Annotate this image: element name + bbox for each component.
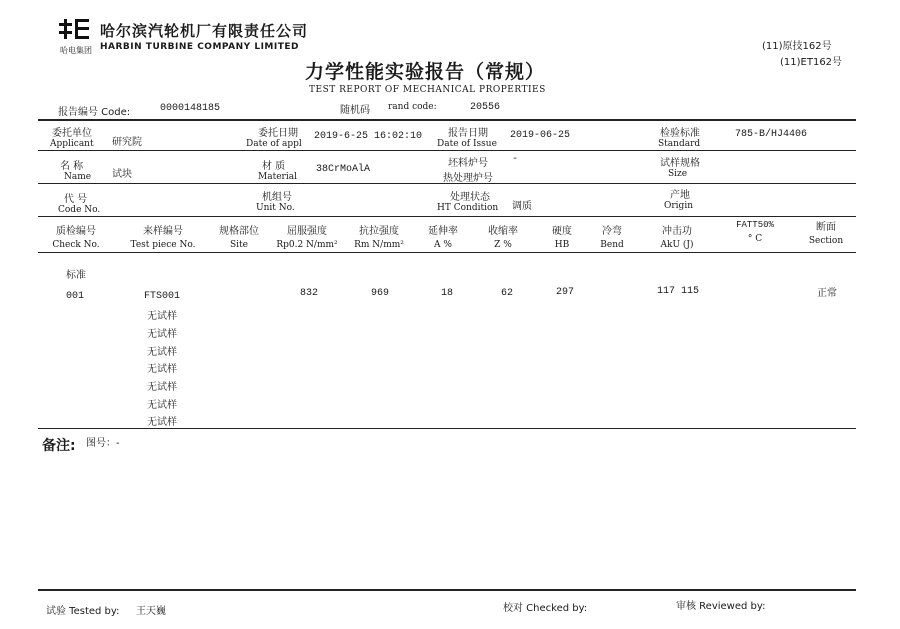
col-yield	[270, 222, 344, 250]
applicant-label-cn: 委托单位	[52, 128, 92, 139]
company-name-en: HARBIN TURBINE COMPANY LIMITED	[100, 42, 299, 52]
col-section	[798, 218, 854, 246]
col-site	[212, 222, 266, 250]
report-title-cn: 力学性能实验报告（常规）	[305, 61, 546, 83]
applicant-value: 研究院	[112, 137, 142, 148]
col-reduction-en: Z %	[494, 240, 512, 250]
cell-yield: 832	[300, 288, 319, 299]
date-appl-label-cn: 委托日期	[258, 128, 298, 139]
standard-value: 785-B/HJ4406	[735, 129, 808, 140]
material-value: 38CrMoAlA	[316, 164, 371, 175]
cell-elongation: 18	[441, 288, 454, 299]
standard-row-label: 标准	[66, 270, 86, 281]
col-reduction	[476, 222, 530, 250]
cell-piece-no: FTS001	[144, 291, 181, 302]
col-hardness	[540, 222, 584, 250]
col-piece-no	[118, 222, 208, 250]
date-appl-label-en: Date of appl	[246, 139, 302, 149]
col-impact-en: AkU (J)	[660, 240, 694, 250]
date-issue-value: 2019-06-25	[510, 130, 571, 141]
reviewed-by-label: 审核 Reviewed by:	[676, 601, 766, 612]
name-label-en: Name	[64, 172, 92, 182]
col-elongation-cn: 延伸率	[428, 226, 458, 237]
applicant-label-en: Applicant	[50, 139, 94, 149]
cell-hardness: 297	[556, 287, 575, 298]
rule-1	[38, 150, 856, 151]
cell-impact: 117 115	[657, 286, 700, 297]
ht-value: 调质	[512, 201, 532, 212]
rule-top	[38, 119, 856, 121]
cell-tensile: 969	[371, 288, 390, 299]
col-yield-en: Rp0.2 N/mm²	[276, 240, 338, 250]
col-bend-en: Bend	[600, 240, 624, 250]
col-tensile-cn: 抗拉强度	[359, 226, 399, 237]
col-fatt-cn: FATT50%	[736, 220, 774, 230]
code-label-cn: 代 号	[64, 194, 88, 205]
col-tensile-en: Rm N/mm²	[354, 240, 404, 250]
no-sample-row: 无试样	[147, 311, 177, 322]
report-no-label: 报告编号 Code:	[58, 107, 131, 118]
col-elongation-en: A %	[434, 240, 452, 250]
standard-label-en: Standard	[658, 139, 701, 149]
heat2-label-cn: 热处理炉号	[443, 173, 493, 184]
doc-code-2: (11)ET162号	[780, 57, 843, 68]
no-sample-row: 无试样	[147, 347, 177, 358]
checked-by-label: 校对 Checked by:	[503, 603, 588, 614]
unit-label-cn: 机组号	[262, 192, 292, 203]
rand-code: 20556	[470, 102, 501, 113]
col-piece-no-cn: 来样编号	[143, 226, 183, 237]
rule-4	[38, 252, 856, 253]
col-hardness-cn: 硬度	[552, 226, 572, 237]
col-yield-cn: 屈服强度	[287, 226, 327, 237]
size-label-cn: 试样规格	[660, 158, 700, 169]
date-issue-label-en: Date of Issue	[437, 139, 497, 149]
tested-by-name: 王天巍	[136, 606, 166, 617]
unit-label-en: Unit No.	[256, 203, 295, 213]
date-issue-label-cn: 报告日期	[448, 128, 488, 139]
name-value: 试块	[112, 169, 132, 180]
no-sample-row: 无试样	[147, 364, 177, 375]
origin-label-en: Origin	[664, 201, 693, 211]
col-check-no	[40, 222, 112, 250]
material-label-cn: 材 质	[262, 161, 286, 172]
col-piece-no-en: Test piece No.	[130, 240, 196, 250]
company-name-cn: 哈尔滨汽轮机厂有限责任公司	[100, 22, 309, 40]
no-sample-row: 无试样	[147, 400, 177, 411]
col-impact	[644, 222, 710, 250]
material-label-en: Material	[258, 172, 297, 182]
col-elongation	[418, 222, 468, 250]
col-fatt	[724, 220, 786, 244]
date-appl-value: 2019-6-25 16:02:10	[314, 131, 423, 142]
code-label-en: Code No.	[58, 205, 101, 215]
rule-3	[38, 216, 856, 217]
tested-by-label: 试验 Tested by:	[46, 606, 120, 617]
no-sample-row: 无试样	[147, 417, 177, 428]
col-check-no-en: Check No.	[52, 240, 100, 250]
origin-label-cn: 产地	[670, 190, 690, 201]
col-impact-cn: 冲击功	[662, 226, 692, 237]
cell-check-no: 001	[66, 291, 85, 302]
col-tensile	[348, 222, 410, 250]
rand-label-cn: 随机码	[340, 105, 370, 116]
col-reduction-cn: 收缩率	[488, 226, 518, 237]
ht-label-en: HT Condition	[437, 203, 499, 213]
ht-label-cn: 处理状态	[450, 192, 490, 203]
col-hardness-en: HB	[554, 240, 570, 250]
col-fatt-en: ° C	[747, 234, 763, 244]
col-site-en: Site	[230, 240, 248, 250]
logo-mark-icon	[58, 18, 94, 40]
rand-label-en: rand code:	[388, 102, 437, 112]
report-no: 0000148185	[160, 103, 221, 114]
doc-code-1: (11)原技162号	[762, 41, 832, 52]
col-section-cn: 断面	[816, 222, 836, 233]
rule-bottom	[38, 589, 856, 591]
col-bend	[590, 222, 634, 250]
col-check-no-cn: 质检编号	[56, 226, 96, 237]
company-logo	[58, 18, 94, 55]
heat-label-cn: 坯料炉号	[448, 158, 488, 169]
col-section-en: Section	[808, 236, 844, 246]
rule-5	[38, 428, 856, 429]
col-bend-cn: 冷弯	[602, 226, 622, 237]
col-site-cn: 规格部位	[219, 226, 259, 237]
remarks-label: 备注:	[42, 438, 76, 454]
name-label-cn: 名 称	[60, 161, 84, 172]
heat-value: -	[512, 154, 519, 165]
logo-text: 哈电集团	[60, 46, 92, 55]
standard-label-cn: 检验标准	[660, 128, 700, 139]
remarks-text: 图号：-	[86, 438, 120, 449]
cell-reduction: 62	[501, 288, 514, 299]
cell-section: 正常	[817, 288, 837, 299]
no-sample-row: 无试样	[147, 329, 177, 340]
report-title-en: TEST REPORT OF MECHANICAL PROPERTIES	[309, 85, 546, 95]
size-label-en: Size	[668, 169, 688, 179]
no-sample-row: 无试样	[147, 382, 177, 393]
